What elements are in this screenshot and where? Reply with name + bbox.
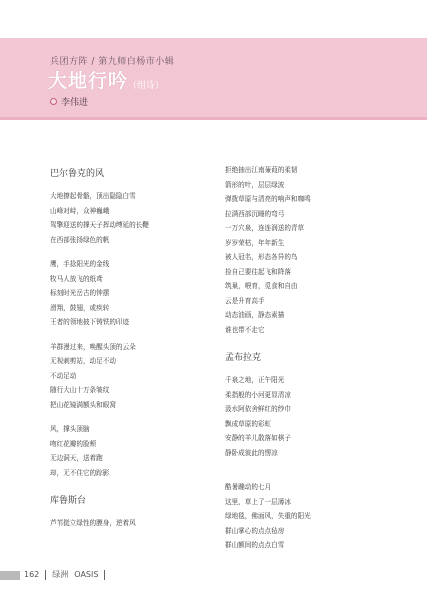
verse-line: 拉满西部沉睡的弯弓: [225, 209, 285, 218]
verse-line: 却，无不住它的踪影: [50, 468, 110, 477]
verse-line: 千泉之地，正午阳光: [225, 376, 285, 384]
verse-line: 动态油画，静态素描: [225, 311, 285, 319]
page-footer: [24, 569, 105, 580]
stanza-gap: [50, 247, 210, 257]
verse-line: 随行大山十万条皱纹: [50, 386, 110, 394]
verse-line: 筑巢，喂育，觅食和自由: [225, 282, 298, 290]
verse-line: 弹拨草原与清亮的响声和咖鸣: [225, 195, 311, 203]
author-bullet-icon: [50, 98, 57, 105]
verse-line: 牧马人放飞的纸鸢: [50, 274, 103, 283]
verse-line: 云是升育高手: [225, 296, 265, 305]
verse-line: 吻红花瓣的脸颊: [50, 439, 97, 448]
footer-divider: [45, 570, 46, 580]
verse-line: 一万穴泉，连连润送的青草: [225, 224, 305, 232]
verse-line: 酷暑蹦动的七月: [225, 483, 272, 491]
footer-bar: [0, 571, 20, 580]
verse-line: 飘成草原的彩虹: [225, 419, 272, 428]
page-number: 162: [24, 570, 40, 579]
verse-line: 标刻时光岳古的钟摆: [50, 289, 110, 297]
verse-line: 谁也带不走它: [225, 325, 265, 334]
stanza-gap: [50, 330, 210, 340]
verse-line: 柔指般的小河更显清凉: [225, 390, 291, 399]
stanza-gap: [50, 480, 210, 490]
header-band-underline: [0, 117, 427, 120]
genre-label: （组诗）: [128, 81, 165, 91]
stanza-gap: [225, 470, 395, 480]
verse-line: 驾擎迎送的撑天子挥动缚延的长鞭: [50, 221, 149, 229]
stanza-gap: [225, 460, 395, 470]
magazine-name-cn: 绿洲: [52, 570, 69, 579]
verse-line: 风，撑头顶脑: [50, 425, 90, 433]
poem-title: 孟布拉克: [225, 353, 262, 363]
author-line: [50, 95, 88, 108]
verse-line: 王者的领地披下铸铁的印迹: [50, 318, 130, 326]
verse-line: 群山掌心的点点毡房: [225, 526, 285, 535]
verse-line: 岁岁荣枯，年年新生: [225, 238, 285, 247]
verse-line: 静卧成彼此的愣凉: [225, 448, 278, 457]
verse-line: 山峰对峙，众神巍峨: [50, 206, 110, 215]
verse-line: 汲水阿依舍鲜红的纱巾: [225, 405, 291, 413]
left-column: [50, 163, 210, 531]
verse-line: 拒绝抽出江南蒹葭的柔韧: [225, 166, 298, 174]
footer-divider: [104, 570, 105, 580]
verse-line: 被人冠名，形态各异的鸟: [225, 253, 298, 261]
poem-title: 库鲁斯台: [50, 496, 87, 506]
verse-line: 安静的羊儿散落如棋子: [225, 434, 291, 442]
magazine-name-en: OASIS: [74, 570, 99, 579]
verse-line: 把山花镜满额头和眼窝: [50, 400, 116, 409]
verse-line: 箭形的叶，层层绿波: [225, 180, 285, 189]
right-column: [225, 163, 395, 553]
verse-line: 羊群漫过来，唤醒头顶的云朵: [50, 342, 136, 351]
verse-line: 绿地毯，佛面风，失重的阳光: [225, 512, 311, 520]
page-title: 大地行吟: [48, 70, 129, 92]
stanza-gap: [225, 337, 395, 347]
verse-line: 群山额间的点点白雪: [225, 541, 285, 549]
verse-line: 芦苇挺立绿性的膜身，逆着风: [50, 519, 136, 527]
verse-line: 这里，草上了一层薄冰: [225, 497, 291, 506]
author-name: 李伟进: [61, 98, 89, 108]
breadcrumb: 兵团方阵 / 第九师白杨市小辑: [50, 57, 175, 67]
verse-line: 无边洞天，送着跑: [50, 454, 103, 462]
verse-line: 不动足动: [50, 371, 77, 380]
poem-title: 巴尔鲁克的风: [50, 169, 105, 179]
stanza-gap: [50, 412, 210, 422]
verse-line: 滑翔，鼓翅，或疾转: [50, 303, 110, 312]
verse-line: 捡自己要往起飞和降落: [225, 267, 291, 276]
verse-line: 无视刺剪站，动足不动: [50, 357, 116, 365]
verse-line: 在西部张扬绿色的帆: [50, 235, 110, 244]
verse-line: 大地撩起骨骼，顶出隐隐白雪: [50, 192, 136, 200]
verse-line: 鹰，手捻阳光的金线: [50, 260, 110, 268]
